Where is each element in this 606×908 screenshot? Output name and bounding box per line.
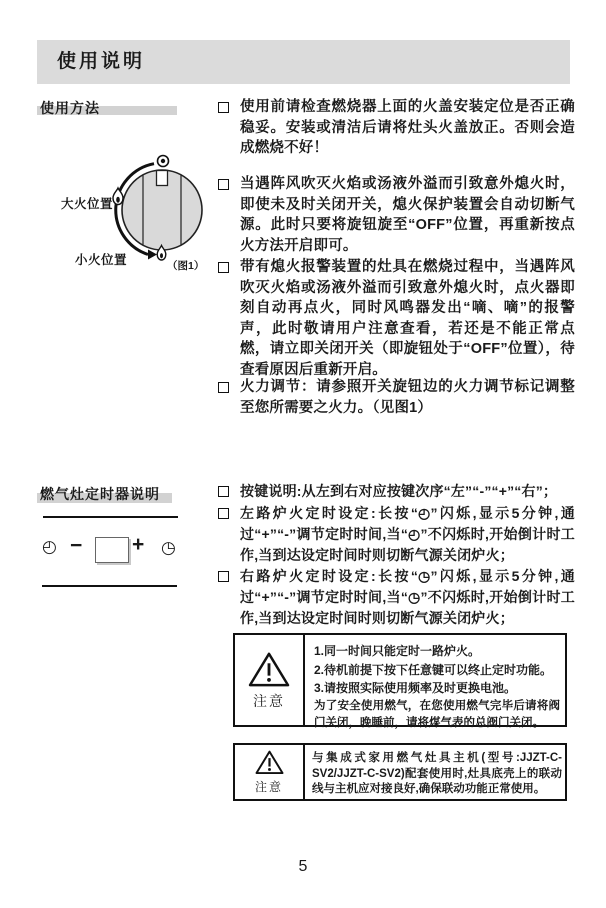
- section-heading-timer: 燃气灶定时器说明: [40, 486, 160, 502]
- small-flame-label: 小火位置: [75, 253, 128, 267]
- notice-bold-text: 为了安全使用燃气，在您使用燃气完毕后请将阀门关闭，晚睡前，请将煤气表的总阀门关闭。: [314, 699, 560, 729]
- panel-line-bottom: [42, 585, 177, 587]
- timer-right-icon: ◷: [161, 538, 176, 557]
- knob-notch: [157, 171, 168, 186]
- bullet-square-icon: [218, 508, 229, 519]
- panel-line-top: [43, 516, 178, 518]
- bullet-square-icon: [218, 102, 229, 113]
- notice-line: 3.请按照实际使用频率及时更换电池。: [314, 681, 517, 695]
- instruction-text: 带有熄火报警装置的灶具在燃烧过程中，当遇阵风吹灭火焰或汤液外溢而引致意外熄火时，点火器即刻自动再点火，同时风鸣器发出“嘀、嘀”的报警声，此时敬请用户注意查看，若还是不能正常点燃，请立即关闭开关（即旋钮处于“OFF”位置），待查看原因后重新开启。: [240, 259, 575, 378]
- notice-box-linkage: [233, 743, 567, 801]
- timer-instruction-item: [218, 503, 575, 566]
- display-window: [95, 537, 129, 563]
- timer-left-icon: ◴: [42, 537, 57, 556]
- instruction-text: 使用前请检查燃烧器上面的火盖安装定位是否正确稳妥。安装或清洁后请将灶头火盖放正。否则会造成燃烧不好！: [240, 99, 575, 156]
- notice-icon-cell: [235, 745, 305, 799]
- arrow-head-icon: [148, 250, 157, 260]
- notice-box-timer: [233, 633, 567, 727]
- bullet-square-icon: [218, 486, 229, 497]
- page-title: 使用说明: [57, 51, 146, 72]
- page-number: 5: [298, 858, 308, 875]
- notice-text: 与集成式家用燃气灶具主机(型号:JJZT-C-SV2/JJZT-C-SV2)配套使用时,灶具底壳上的联动线与主机应对接良好,确保联动功能正常使用。: [312, 752, 562, 795]
- notice-line: 2.待机前提下按下任意键可以终止定时功能。: [314, 662, 553, 677]
- notice-label: 注意: [253, 692, 285, 709]
- bullet-square-icon: [218, 262, 229, 273]
- instruction-text: 按键说明:从左到右对应按键次序“左”“-”“+”“右”；: [240, 483, 558, 499]
- header-bar: [37, 40, 570, 84]
- big-flame-label: 大火位置: [61, 197, 114, 211]
- warning-triangle-icon: [254, 749, 285, 775]
- warning-triangle-icon: [247, 650, 291, 688]
- instruction-item: [218, 97, 575, 159]
- notice-content: [305, 745, 565, 799]
- section-heading-usage: 使用方法: [40, 100, 100, 116]
- minus-icon: −: [70, 534, 83, 557]
- instruction-text: 当遇阵风吹灭火焰或汤液外溢而引致意外熄火时，即使未及时关闭开关，熄火保护装置会自动切断气源。此时只要将旋钮旋至“OFF”位置，再重新按点火方法开启即可。: [240, 176, 575, 254]
- notice-content: [305, 635, 565, 729]
- notice-line: 1.同一时间只能定时一路炉火。: [314, 644, 481, 658]
- instruction-item: [218, 174, 575, 256]
- figure-caption: （图1）: [167, 260, 205, 272]
- bullet-square-icon: [218, 571, 229, 582]
- notice-icon-cell: [235, 635, 305, 725]
- instruction-text: 火力调节：请参照开关旋钮边的火力调节标记调整至您所需要之火力。（见图1）: [240, 379, 575, 416]
- instruction-item: [218, 257, 575, 380]
- notice-label: 注意: [254, 780, 283, 794]
- bullet-square-icon: [218, 382, 229, 393]
- timer-instruction-item: [218, 566, 575, 629]
- timer-instruction-item: [218, 481, 575, 502]
- plus-icon: +: [132, 533, 145, 556]
- bullet-square-icon: [218, 179, 229, 190]
- instruction-item: [218, 377, 575, 418]
- instruction-text: 左路炉火定时设定:长按“◴”闪烁,显示5分钟,通过“+”“-”调节定时时间,当“◴”不闪烁时,开始倒计时工作,当到达设定时间时则切断气源关闭炉火；: [240, 505, 575, 563]
- instruction-text: 右路炉火定时设定:长按“◷”闪烁,显示5分钟,通过“+”“-”调节定时时间,当“◷”不闪烁时,开始倒计时工作,当到达设定时间时则切断气源关闭炉火；: [240, 568, 575, 626]
